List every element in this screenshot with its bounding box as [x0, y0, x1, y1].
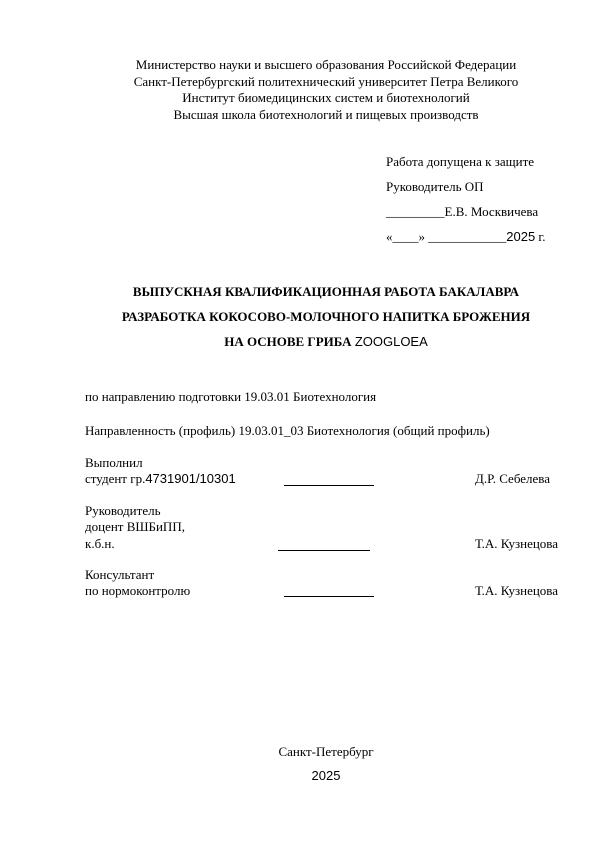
institution-header: [0, 57, 595, 123]
author-name: Д.Р. Себелева: [475, 471, 551, 486]
institute-line: Институт биомедицинских систем и биотехнологий: [182, 90, 470, 105]
school-line: Высшая школа биотехнологий и пищевых производств: [173, 106, 479, 122]
study-profile: Направленность (профиль) 19.03.01_03 Биотехнология (общий профиль): [85, 423, 490, 438]
thesis-title-block: [0, 283, 595, 358]
footer-city: Санкт-Петербург: [278, 744, 374, 759]
consultant-label: Консультант: [85, 567, 155, 582]
thesis-title-line2: НА ОСНОВЕ ГРИБА ZOOGLOEA: [224, 334, 428, 349]
consultant-name: Т.А. Кузнецова: [475, 583, 559, 598]
approval-line: Работа допущена к защите: [386, 154, 535, 169]
group-number: 4731901/10301: [145, 471, 236, 486]
supervisor-degree: к.б.н.: [85, 536, 115, 551]
approval-year: 2025: [506, 229, 536, 244]
author-signature-line: [284, 485, 374, 486]
ministry-line: Министерство науки и высшего образования Российской Федерации: [135, 57, 517, 72]
signature-blank: _________: [386, 204, 445, 219]
supervisor-name: Т.А. Кузнецова: [475, 536, 559, 551]
consultant-signature-line: [284, 596, 374, 597]
approval-block: [386, 154, 546, 254]
day-blank: ____: [392, 229, 419, 244]
approval-date: «____» ____________2025 г.: [386, 229, 546, 244]
thesis-title-line1: РАЗРАБОТКА КОКОСОВО-МОЛОЧНОГО НАПИТКА БРОЖЕНИЯ: [121, 309, 531, 324]
author-label: Выполнил: [85, 455, 143, 470]
month-blank: ____________: [428, 229, 507, 244]
author-group: студент гр.4731901/10301: [85, 471, 236, 486]
program-head-signature: [386, 204, 546, 229]
study-direction: по направлению подготовки 19.03.01 Биотехнология: [85, 389, 377, 404]
supervisor-signature-line: [278, 550, 370, 551]
thesis-type: ВЫПУСКНАЯ КВАЛИФИКАЦИОННАЯ РАБОТА БАКАЛАВРА: [132, 284, 520, 299]
university-line: Санкт-Петербургский политехнический университет Петра Великого: [133, 73, 519, 89]
consultant-role: по нормоконтролю: [85, 583, 191, 598]
footer-year: 2025: [311, 768, 341, 783]
program-head-name: Е.В. Москвичева: [444, 204, 539, 219]
organism-name: ZOOGLOEA: [354, 334, 428, 349]
supervisor-label: Руководитель: [85, 503, 161, 518]
program-head-label: Руководитель ОП: [386, 179, 484, 194]
year-suffix: г.: [535, 229, 546, 244]
supervisor-position: доцент ВШБиПП,: [85, 519, 185, 534]
